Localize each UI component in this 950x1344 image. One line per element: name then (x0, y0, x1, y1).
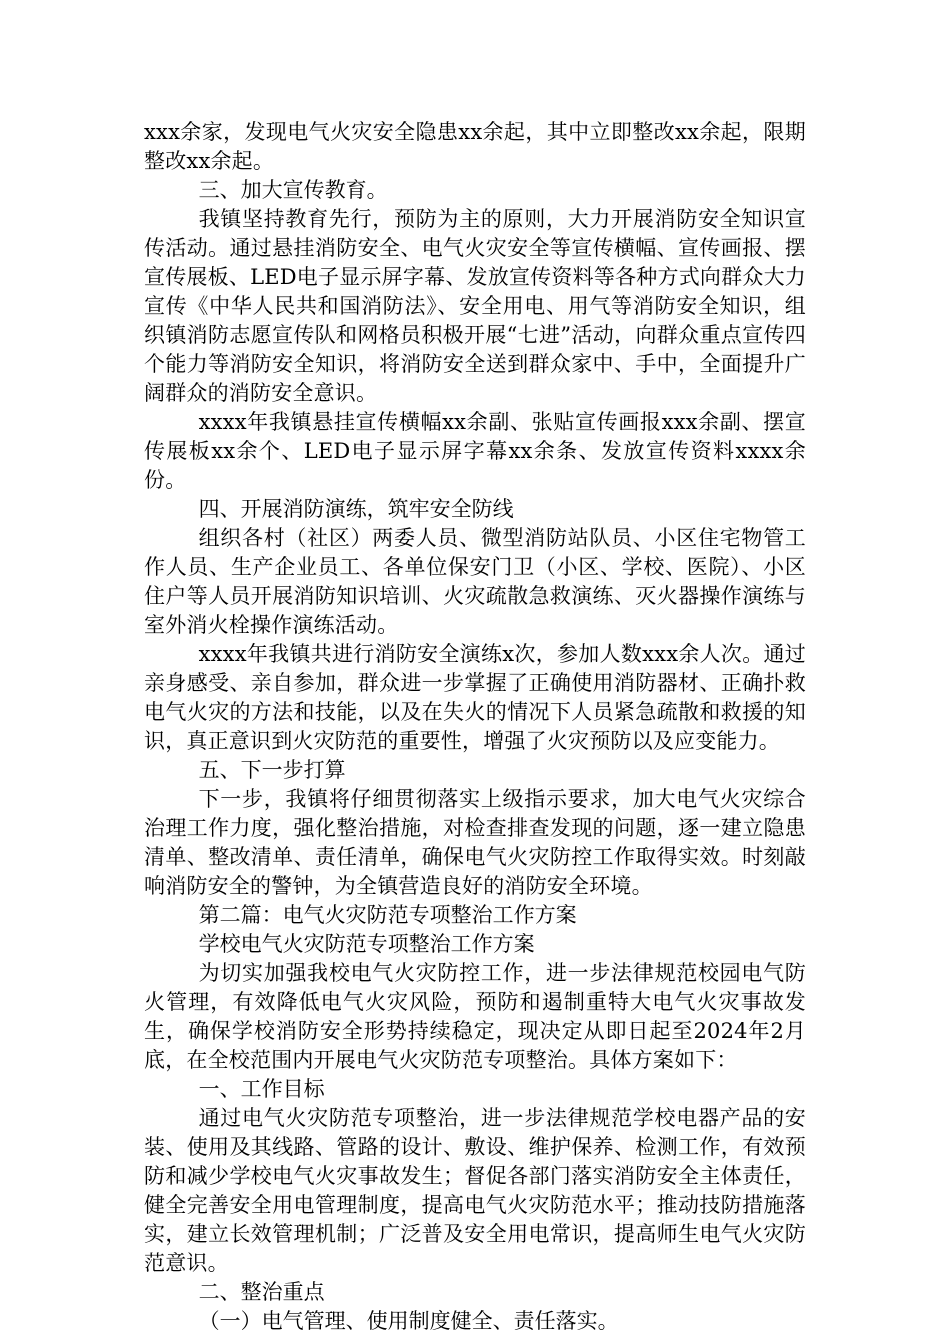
section-heading-publicity: 三、加大宣传教育。 (198, 178, 388, 202)
paragraph-continuation: xxx余家，发现电气火灾安全隐患xx余起，其中立即整改xx余起，限期整改xx余起。 (144, 120, 806, 173)
paragraph-drills-organization: 组织各村（社区）两委人员、微型消防站队员、小区住宅物管工作人员、生产企业员工、各单位保安门卫（小区、学校、医院）、小区住户等人员开展消防知识培训、火灾疏散急救演练、灭火器操作演练与室外消火栓操作演练活动。 (144, 526, 806, 637)
paragraph-goals: 通过电气火灾防范专项整治，进一步法律规范学校电器产品的安装、使用及其线路、管路的设计、敷设、维护保养、检测工作，有效预防和减少学校电气火灾事故发生；督促各部门落实消防安全主体责任，健全完善安全用电管理制度，提高电气火灾防范水平；推动技防措施落实，建立长效管理机制；广泛普及安全用电常识，提高师生电气火灾防范意识。 (144, 1106, 806, 1275)
paragraph-publicity-activities: 我镇坚持教育先行，预防为主的原则，大力开展消防安全知识宣传活动。通过悬挂消防安全、电气火灾安全等宣传横幅、宣传画报、摆宣传展板、LED电子显示屏字幕、发放宣传资料等各种方式向群众大力宣传《中华人民共和国消防法》、安全用电、用气等消防安全知识，组织镇消防志愿宣传队和网格员积极开展“七进”活动，向群众重点宣传四个能力等消防安全知识，将消防安全送到群众家中、手中，全面提升广阔群众的消防安全意识。 (144, 207, 806, 405)
section-heading-drills: 四、开展消防演练，筑牢安全防线 (198, 497, 514, 521)
paragraph-plan-intro: 为切实加强我校电气火灾防控工作，进一步法律规范校园电气防火管理，有效降低电气火灾风险，预防和遏制重特大电气火灾事故发生，确保学校消防安全形势持续稳定，现决定从即日起至2024年2月底，在全校范围内开展电气火灾防范专项整治。具体方案如下： (144, 961, 806, 1072)
section-heading-focus: 二、整治重点 (198, 1280, 325, 1304)
chapter-title: 第二篇：电气火灾防范专项整治工作方案 (198, 903, 577, 927)
section-heading-goals: 一、工作目标 (198, 1077, 325, 1101)
paragraph-publicity-stats: xxxx年我镇悬挂宣传横幅xx余副、张贴宣传画报xxx余副、摆宣传展板xx余个、LED电子显示屏字幕xx余条、发放宣传资料xxxx余份。 (144, 410, 806, 492)
paragraph-drills-stats: xxxx年我镇共进行消防安全演练x次，参加人数xxx余人次。通过亲身感受、亲自参加，群众进一步掌握了正确使用消防器材、正确扑救电气火灾的方法和技能，以及在失火的情况下人员紧急疏散和救援的知识，真正意识到火灾防范的重要性，增强了火灾预防以及应变能力。 (144, 642, 806, 753)
subsection-heading-management: （一）电气管理、使用制度健全、责任落实。 (198, 1309, 619, 1333)
paragraph-next-steps: 下一步，我镇将仔细贯彻落实上级指示要求，加大电气火灾综合治理工作力度，强化整治措施，对检查排查发现的问题，逐一建立隐患清单、整改清单、责任清单，确保电气火灾防控工作取得实效。时刻敲响消防安全的警钟，为全镇营造良好的消防安全环境。 (144, 787, 806, 898)
plan-title: 学校电气火灾防范专项整治工作方案 (198, 932, 535, 956)
section-heading-next-steps: 五、下一步打算 (198, 758, 346, 782)
document-page (144, 118, 806, 1336)
